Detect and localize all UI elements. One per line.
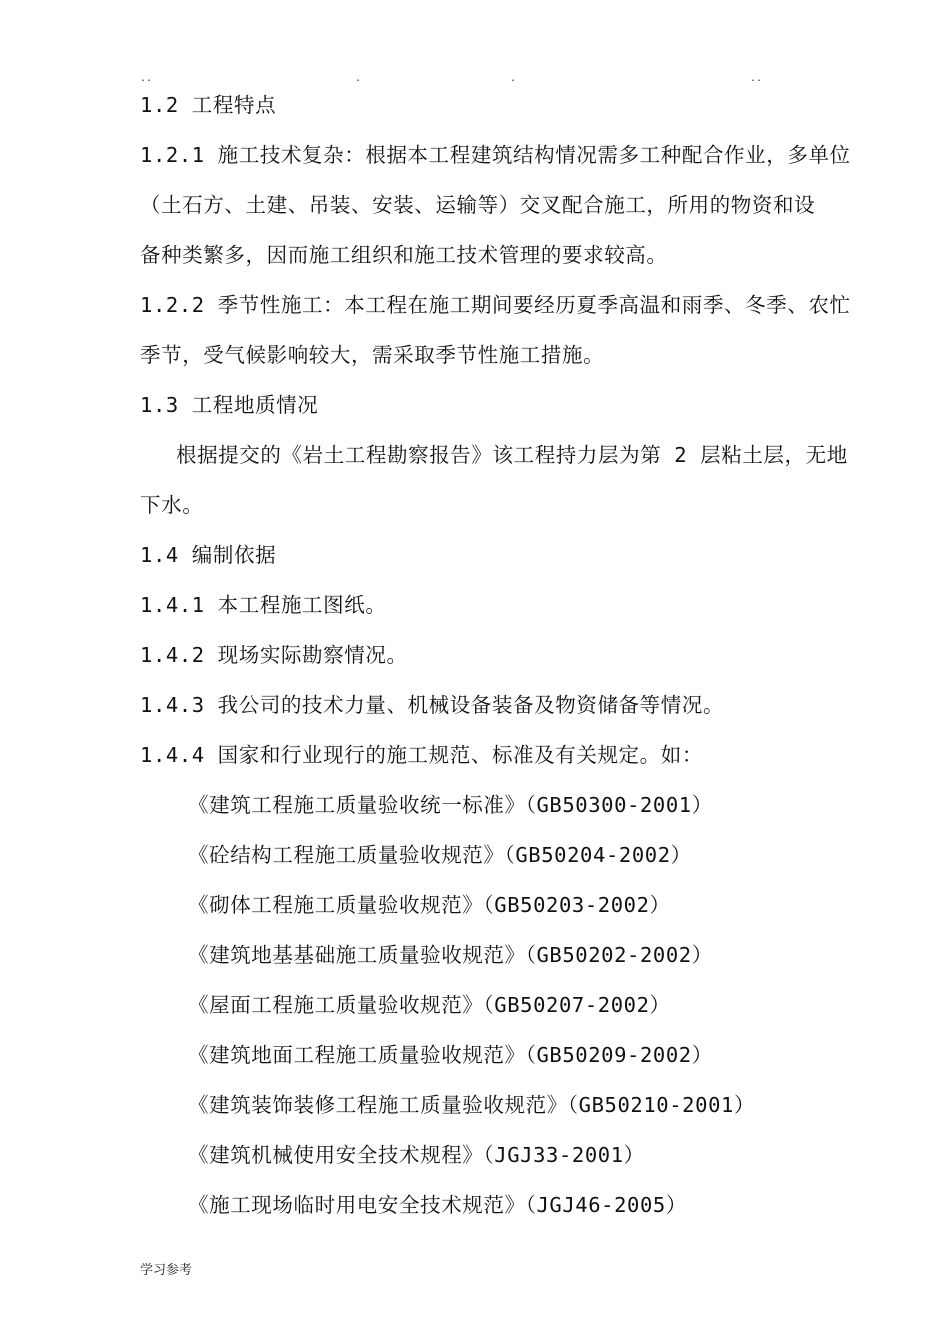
reference-item: 《建筑地面工程施工质量验收规范》（GB50209-2002） bbox=[188, 1043, 713, 1067]
item-1-4-3: 1.4.3 我公司的技术力量、机械设备装备及物资储备等情况。 bbox=[140, 693, 725, 717]
reference-item: 《建筑地基基础施工质量验收规范》（GB50202-2002） bbox=[188, 943, 713, 967]
paragraph-1-2-1: 1.2.1 施工技术复杂：根据本工程建筑结构情况需多工种配合作业，多单位 bbox=[140, 143, 851, 167]
paragraph-line: （土石方、土建、吊装、安装、运输等）交叉配合施工，所用的物资和设 bbox=[140, 193, 816, 217]
section-heading-1-4: 1.4 编制依据 bbox=[140, 543, 277, 567]
reference-item: 《施工现场临时用电安全技术规范》（JGJ46-2005） bbox=[188, 1193, 687, 1217]
document-body bbox=[140, 80, 865, 1230]
header-dot: . bbox=[510, 73, 517, 84]
reference-item: 《砌体工程施工质量验收规范》（GB50203-2002） bbox=[188, 893, 671, 917]
reference-item: 《屋面工程施工质量验收规范》（GB50207-2002） bbox=[188, 993, 671, 1017]
item-1-4-1: 1.4.1 本工程施工图纸。 bbox=[140, 593, 387, 617]
header-dot: . bbox=[355, 73, 362, 84]
paragraph-line: 备种类繁多，因而施工组织和施工技术管理的要求较高。 bbox=[140, 243, 668, 267]
reference-item: 《建筑机械使用安全技术规程》（JGJ33-2001） bbox=[188, 1143, 645, 1167]
item-1-4-4: 1.4.4 国家和行业现行的施工规范、标准及有关规定。如： bbox=[140, 743, 703, 767]
paragraph-line: 下水。 bbox=[140, 493, 204, 517]
header-dot: .. bbox=[140, 73, 153, 84]
header-dot: .. bbox=[750, 73, 763, 84]
paragraph-line: 季节，受气候影响较大，需采取季节性施工措施。 bbox=[140, 343, 605, 367]
reference-item: 《砼结构工程施工质量验收规范》（GB50204-2002） bbox=[188, 843, 692, 867]
section-heading-1-2: 1.2 工程特点 bbox=[140, 93, 277, 117]
section-heading-1-3: 1.3 工程地质情况 bbox=[140, 393, 319, 417]
item-1-4-2: 1.4.2 现场实际勘察情况。 bbox=[140, 643, 408, 667]
reference-item: 《建筑装饰装修工程施工质量验收规范》（GB50210-2001） bbox=[188, 1093, 756, 1117]
paragraph-1-2-2: 1.2.2 季节性施工：本工程在施工期间要经历夏季高温和雨季、冬季、农忙 bbox=[140, 293, 851, 317]
geology-paragraph: 根据提交的《岩土工程勘察报告》该工程持力层为第 2 层粘土层，无地 bbox=[176, 443, 848, 467]
reference-item: 《建筑工程施工质量验收统一标准》（GB50300-2001） bbox=[188, 793, 713, 817]
page-footer-label: 学习参考 bbox=[140, 1263, 193, 1278]
